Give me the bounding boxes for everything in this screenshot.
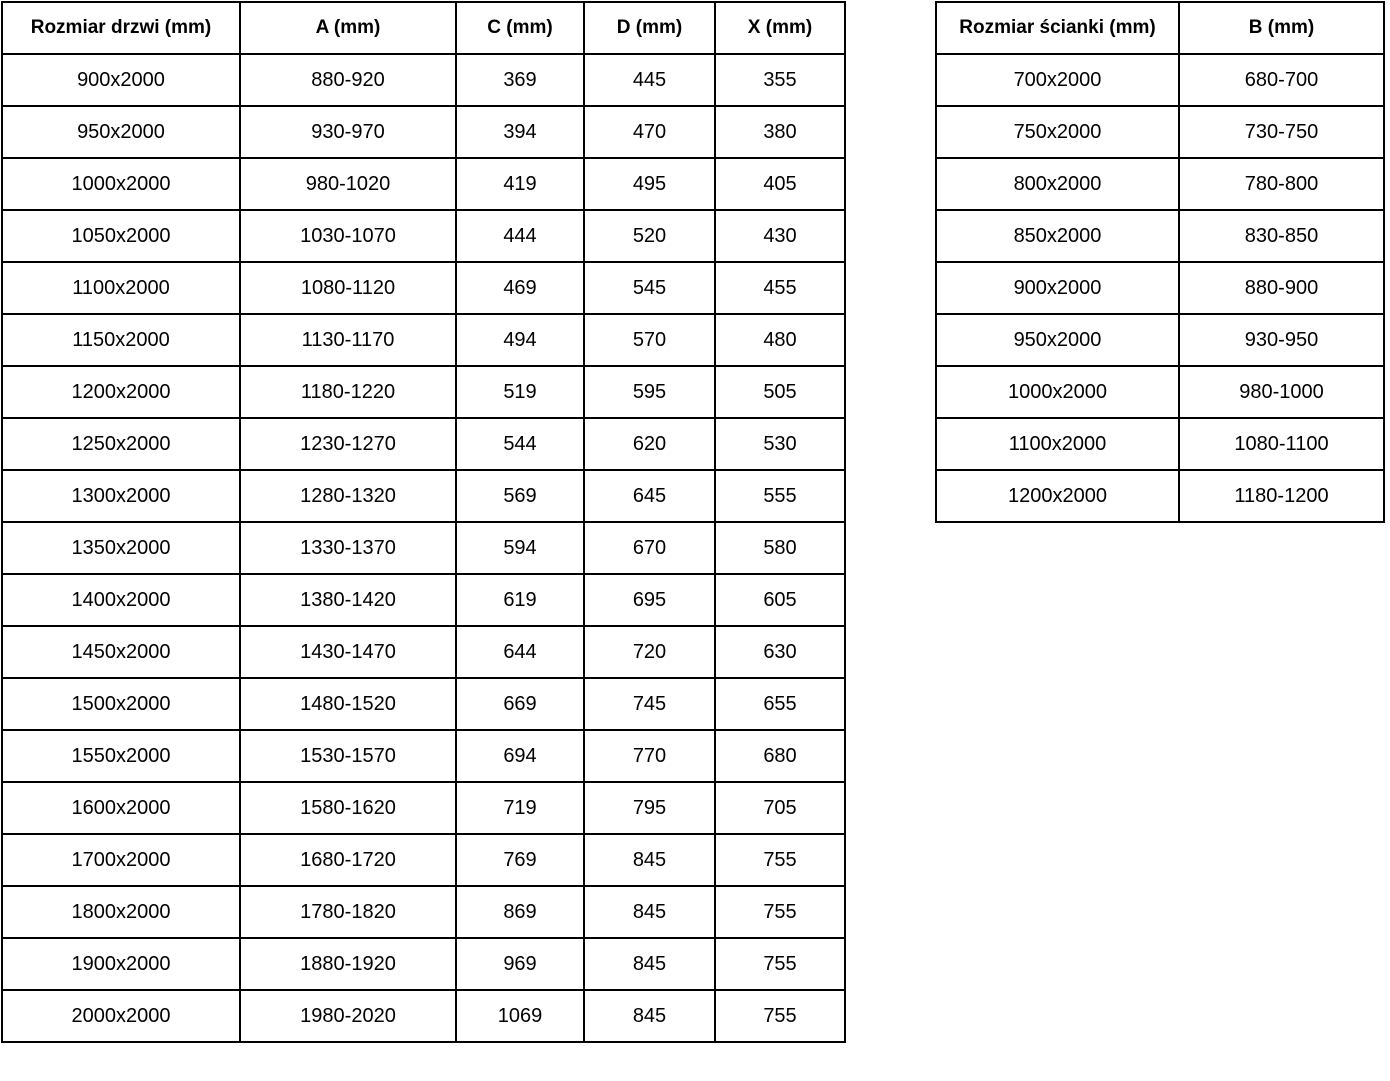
table-cell: 770 <box>584 730 715 782</box>
table-row <box>2 54 845 106</box>
table-cell: 1580-1620 <box>240 782 456 834</box>
table-cell: 845 <box>584 886 715 938</box>
table-cell: 1450x2000 <box>2 626 240 678</box>
table-cell: 730-750 <box>1179 106 1384 158</box>
table-cell: 705 <box>715 782 845 834</box>
column-header: C (mm) <box>456 2 584 54</box>
table-cell: 680 <box>715 730 845 782</box>
table-cell: 969 <box>456 938 584 990</box>
table-cell: 1480-1520 <box>240 678 456 730</box>
table-cell: 769 <box>456 834 584 886</box>
table-cell: 1200x2000 <box>936 470 1179 522</box>
wall-panel-size-table <box>935 1 1385 523</box>
table-row <box>2 626 845 678</box>
table-cell: 695 <box>584 574 715 626</box>
table-cell: 519 <box>456 366 584 418</box>
table-cell: 1780-1820 <box>240 886 456 938</box>
column-header: Rozmiar drzwi (mm) <box>2 2 240 54</box>
table-row <box>936 210 1384 262</box>
table-cell: 780-800 <box>1179 158 1384 210</box>
table-row <box>936 158 1384 210</box>
table-cell: 830-850 <box>1179 210 1384 262</box>
table-cell: 530 <box>715 418 845 470</box>
table-cell: 1380-1420 <box>240 574 456 626</box>
table-cell: 1500x2000 <box>2 678 240 730</box>
table-row <box>2 210 845 262</box>
table-cell: 880-920 <box>240 54 456 106</box>
column-header: B (mm) <box>1179 2 1384 54</box>
table-row <box>2 938 845 990</box>
table-cell: 755 <box>715 938 845 990</box>
table-row <box>936 106 1384 158</box>
table-row <box>2 782 845 834</box>
table-cell: 1880-1920 <box>240 938 456 990</box>
table-cell: 980-1000 <box>1179 366 1384 418</box>
table-cell: 795 <box>584 782 715 834</box>
table-cell: 520 <box>584 210 715 262</box>
table-cell: 644 <box>456 626 584 678</box>
table-row <box>2 470 845 522</box>
table-row <box>2 730 845 782</box>
table-row <box>936 262 1384 314</box>
table-cell: 680-700 <box>1179 54 1384 106</box>
table-cell: 1230-1270 <box>240 418 456 470</box>
table-cell: 480 <box>715 314 845 366</box>
table-cell: 1300x2000 <box>2 470 240 522</box>
table-cell: 880-900 <box>1179 262 1384 314</box>
table-row <box>2 678 845 730</box>
table-cell: 669 <box>456 678 584 730</box>
table-cell: 1000x2000 <box>2 158 240 210</box>
table-cell: 545 <box>584 262 715 314</box>
table-cell: 1100x2000 <box>2 262 240 314</box>
table-row <box>936 418 1384 470</box>
table-cell: 369 <box>456 54 584 106</box>
door-size-table <box>1 1 846 1043</box>
table-cell: 645 <box>584 470 715 522</box>
table-cell: 755 <box>715 834 845 886</box>
table-cell: 900x2000 <box>2 54 240 106</box>
table-row <box>936 314 1384 366</box>
table-row <box>936 470 1384 522</box>
table-cell: 1400x2000 <box>2 574 240 626</box>
table-cell: 470 <box>584 106 715 158</box>
table-cell: 1350x2000 <box>2 522 240 574</box>
table-cell: 380 <box>715 106 845 158</box>
table-cell: 505 <box>715 366 845 418</box>
table-cell: 1530-1570 <box>240 730 456 782</box>
door-table-header-row <box>2 2 845 54</box>
table-cell: 445 <box>584 54 715 106</box>
table-cell: 544 <box>456 418 584 470</box>
table-cell: 355 <box>715 54 845 106</box>
table-cell: 1800x2000 <box>2 886 240 938</box>
table-cell: 444 <box>456 210 584 262</box>
table-cell: 1900x2000 <box>2 938 240 990</box>
table-cell: 1050x2000 <box>2 210 240 262</box>
table-cell: 869 <box>456 886 584 938</box>
table-cell: 455 <box>715 262 845 314</box>
table-cell: 800x2000 <box>936 158 1179 210</box>
table-cell: 580 <box>715 522 845 574</box>
table-cell: 570 <box>584 314 715 366</box>
table-row <box>2 574 845 626</box>
table-cell: 900x2000 <box>936 262 1179 314</box>
table-cell: 555 <box>715 470 845 522</box>
table-cell: 1600x2000 <box>2 782 240 834</box>
table-cell: 1000x2000 <box>936 366 1179 418</box>
table-cell: 845 <box>584 834 715 886</box>
table-cell: 1330-1370 <box>240 522 456 574</box>
column-header: Rozmiar ścianki (mm) <box>936 2 1179 54</box>
table-cell: 1280-1320 <box>240 470 456 522</box>
column-header: X (mm) <box>715 2 845 54</box>
table-cell: 469 <box>456 262 584 314</box>
table-row <box>2 990 845 1042</box>
table-cell: 494 <box>456 314 584 366</box>
table-cell: 1700x2000 <box>2 834 240 886</box>
table-row <box>2 106 845 158</box>
table-cell: 1130-1170 <box>240 314 456 366</box>
column-header: A (mm) <box>240 2 456 54</box>
table-row <box>936 366 1384 418</box>
table-cell: 605 <box>715 574 845 626</box>
table-cell: 1200x2000 <box>2 366 240 418</box>
table-cell: 405 <box>715 158 845 210</box>
table-cell: 750x2000 <box>936 106 1179 158</box>
table-cell: 595 <box>584 366 715 418</box>
table-cell: 630 <box>715 626 845 678</box>
table-row <box>2 158 845 210</box>
table-cell: 930-970 <box>240 106 456 158</box>
table-row <box>2 262 845 314</box>
table-cell: 1250x2000 <box>2 418 240 470</box>
table-cell: 495 <box>584 158 715 210</box>
table-cell: 845 <box>584 990 715 1042</box>
table-cell: 1150x2000 <box>2 314 240 366</box>
table-cell: 745 <box>584 678 715 730</box>
table-cell: 755 <box>715 886 845 938</box>
table-cell: 719 <box>456 782 584 834</box>
table-cell: 1100x2000 <box>936 418 1179 470</box>
table-cell: 694 <box>456 730 584 782</box>
table-cell: 850x2000 <box>936 210 1179 262</box>
table-cell: 980-1020 <box>240 158 456 210</box>
table-cell: 720 <box>584 626 715 678</box>
table-cell: 950x2000 <box>2 106 240 158</box>
table-cell: 419 <box>456 158 584 210</box>
table-row <box>2 886 845 938</box>
table-cell: 1430-1470 <box>240 626 456 678</box>
table-cell: 930-950 <box>1179 314 1384 366</box>
column-header: D (mm) <box>584 2 715 54</box>
table-cell: 655 <box>715 678 845 730</box>
table-row <box>2 522 845 574</box>
table-cell: 1550x2000 <box>2 730 240 782</box>
table-row <box>2 834 845 886</box>
table-cell: 619 <box>456 574 584 626</box>
table-cell: 670 <box>584 522 715 574</box>
table-row <box>2 418 845 470</box>
table-cell: 430 <box>715 210 845 262</box>
table-cell: 1980-2020 <box>240 990 456 1042</box>
table-cell: 1080-1120 <box>240 262 456 314</box>
table-row <box>2 366 845 418</box>
table-cell: 700x2000 <box>936 54 1179 106</box>
table-cell: 1030-1070 <box>240 210 456 262</box>
table-cell: 950x2000 <box>936 314 1179 366</box>
table-row <box>2 314 845 366</box>
table-cell: 1680-1720 <box>240 834 456 886</box>
wall-table-header-row <box>936 2 1384 54</box>
table-cell: 2000x2000 <box>2 990 240 1042</box>
table-cell: 845 <box>584 938 715 990</box>
table-row <box>936 54 1384 106</box>
table-cell: 1180-1220 <box>240 366 456 418</box>
table-cell: 620 <box>584 418 715 470</box>
table-cell: 569 <box>456 470 584 522</box>
table-cell: 755 <box>715 990 845 1042</box>
table-cell: 594 <box>456 522 584 574</box>
table-cell: 394 <box>456 106 584 158</box>
table-cell: 1180-1200 <box>1179 470 1384 522</box>
table-cell: 1069 <box>456 990 584 1042</box>
table-cell: 1080-1100 <box>1179 418 1384 470</box>
